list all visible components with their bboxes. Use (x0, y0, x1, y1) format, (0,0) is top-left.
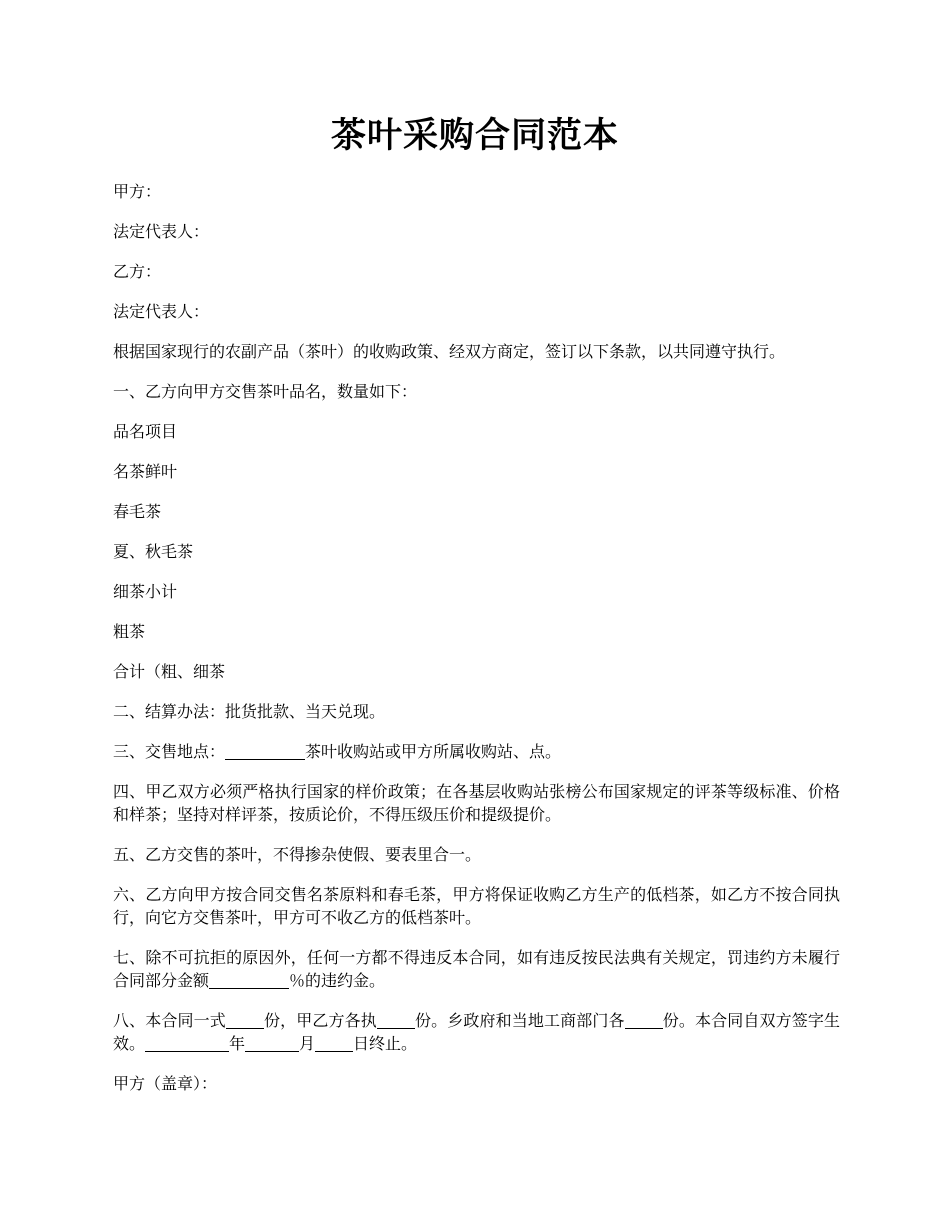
clause-3 (113, 740, 840, 763)
document-title: 茶叶采购合同范本 (330, 115, 619, 156)
party-a-representative-line: 法定代表人： (113, 222, 210, 241)
year-label: 年 (229, 1034, 246, 1053)
item-line: 粗茶 (113, 622, 146, 641)
day-end-label: 日终止。 (353, 1034, 418, 1053)
month-label: 月 (299, 1034, 316, 1053)
end-day-blank (315, 1035, 353, 1052)
clause-4: 四、甲乙双方必须严格执行国家的样价政策；在各基层收购站张榜公布国家规定的评茶等级标准、价格和样茶；坚持对样评茶，按质论价，不得压级压价和提级提价。 (113, 782, 840, 824)
item-line: 合计（粗、细茶 (113, 662, 226, 681)
clause-8 (113, 1009, 840, 1055)
clause-7-suffix: ％的违约金。 (289, 971, 386, 990)
party-b-representative-line: 法定代表人： (113, 302, 210, 321)
item-line: 名茶鲜叶 (113, 462, 178, 481)
clause-1: 一、乙方向甲方交售茶叶品名，数量如下： (113, 382, 418, 401)
copies-government-blank (625, 1012, 663, 1029)
clause-8-part-3: 份。乡政府和当地工商部门各 (414, 1011, 625, 1030)
penalty-percent-blank (209, 972, 289, 989)
party-a-signature-line: 甲方（盖章）： (113, 1074, 218, 1093)
clause-2: 二、结算办法：批货批款、当天兑现。 (113, 702, 386, 721)
clause-8-part-2: 份，甲乙方各执 (263, 1011, 377, 1030)
delivery-location-blank (225, 743, 305, 760)
party-b-line: 乙方： (113, 262, 162, 281)
item-line: 夏、秋毛茶 (113, 542, 194, 561)
clause-7-prefix: 七、除不可抗拒的原因外，任何一方都不得违反本合同，如有违反按民法典有关规定，罚违约方未履行合同部分金额 (113, 948, 840, 990)
preamble-paragraph: 根据国家现行的农副产品（茶叶）的收购政策、经双方商定，签订以下条款，以共同遵守执行。 (113, 342, 786, 361)
document-body (113, 180, 840, 1112)
end-year-blank (145, 1035, 229, 1052)
end-month-blank (245, 1035, 299, 1052)
party-a-line: 甲方： (113, 182, 162, 201)
copies-each-party-blank (377, 1012, 415, 1029)
clause-5: 五、乙方交售的茶叶，不得掺杂使假、要表里合一。 (113, 845, 482, 864)
clause-3-prefix: 三、交售地点： (113, 742, 226, 761)
clause-7 (113, 946, 840, 992)
clause-3-suffix: 茶叶收购站或甲方所属收购站、点。 (305, 742, 562, 761)
copies-total-blank (226, 1012, 264, 1029)
item-line: 品名项目 (113, 422, 178, 441)
clause-8-part-4: 份。本合同自双方签字生效。 (113, 1011, 840, 1053)
item-line: 细茶小计 (113, 582, 178, 601)
item-line: 春毛茶 (113, 502, 162, 521)
clause-6: 六、乙方向甲方按合同交售名茶原料和春毛茶，甲方将保证收购乙方生产的低档茶，如乙方不按合同执行，向它方交售茶叶，甲方可不收乙方的低档茶叶。 (113, 885, 840, 927)
clause-8-part-1: 八、本合同一式 (113, 1011, 226, 1030)
